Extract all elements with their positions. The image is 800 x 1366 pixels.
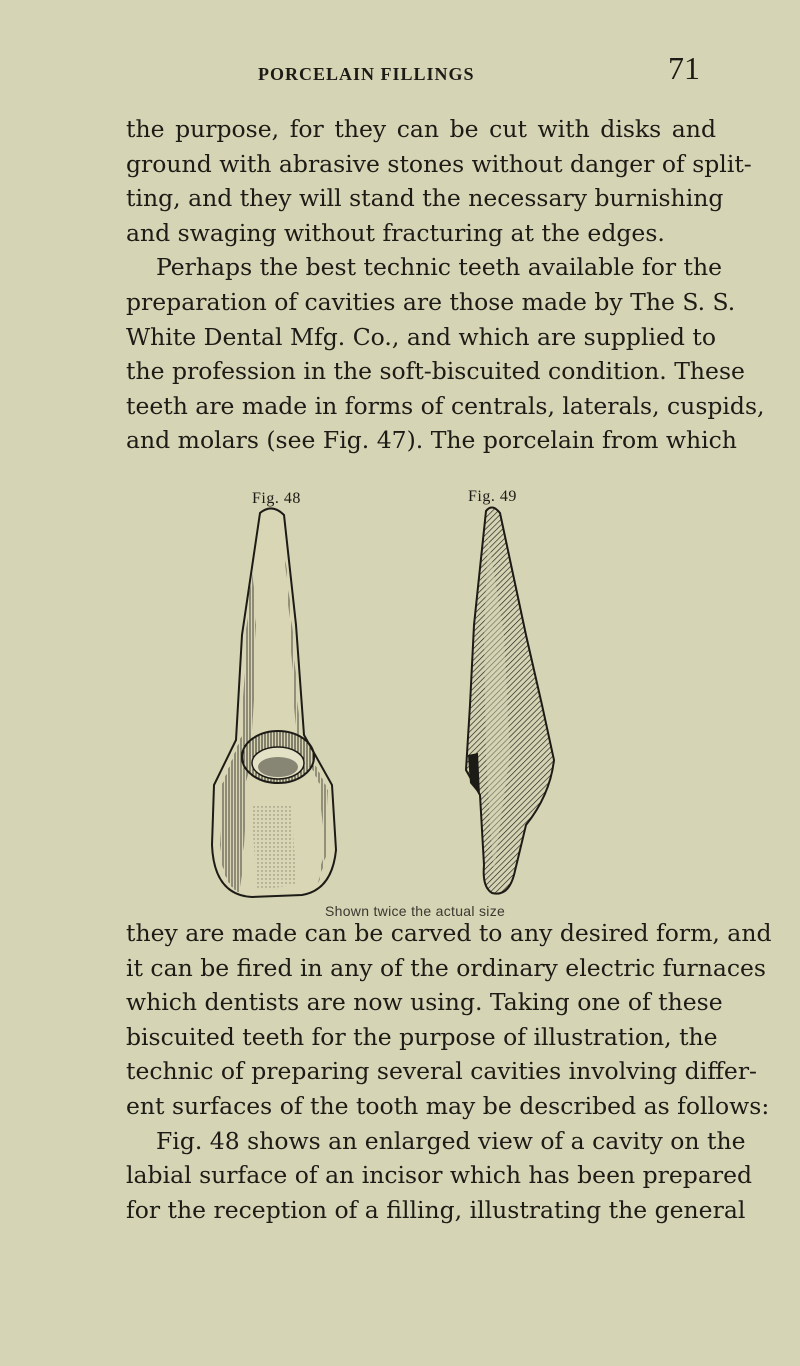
text-line: technic of preparing several cavities involving differ- [126, 1057, 757, 1086]
text-line: ground with abrasive stones without danger of split- [126, 149, 752, 178]
text-line: the purpose, for they can be cut with disks and [126, 115, 716, 143]
text-line: ting, and they will stand the necessary burnishing [126, 184, 724, 213]
fig-48-tooth-illustration [192, 505, 362, 900]
text-line: ent surfaces of the tooth may be described as follows: [126, 1091, 770, 1120]
text-line: labial surface of an incisor which has been prepared [126, 1161, 753, 1190]
text-line: Perhaps the best technic teeth available for the [156, 253, 723, 282]
fig-49-tooth-illustration [430, 505, 580, 900]
tooth-outline [466, 507, 554, 893]
page-number: 71 [668, 50, 700, 86]
text-line: it can be fired in any of the ordinary electric furnaces [126, 953, 766, 982]
text-line: White Dental Mfg. Co., and which are supplied to [126, 322, 716, 351]
cavity-notch [468, 753, 480, 795]
fig-48-label: Fig. 48 [252, 490, 301, 507]
paragraph-1 [126, 112, 765, 458]
fig-49-label: Fig. 49 [468, 488, 517, 505]
paragraph-2 [126, 916, 772, 1227]
text-line: which dentists are now using. Taking one of these [126, 988, 723, 1017]
crown-stipple [252, 805, 296, 890]
text-line: Fig. 48 shows an enlarged view of a cavity on the [156, 1126, 746, 1155]
running-title: PORCELAIN FILLINGS [258, 64, 475, 84]
text-line: they are made can be carved to any desired form, and [126, 919, 772, 947]
text-line: biscuited teeth for the purpose of illustration, the [126, 1022, 718, 1051]
text-line: and swaging without fracturing at the edges. [126, 218, 665, 247]
page-header [0, 50, 800, 94]
text-line: and molars (see Fig. 47). The porcelain from which [126, 426, 737, 455]
text-line: preparation of cavities are those made by The S. S. [126, 287, 736, 316]
cavity-shadow [258, 757, 298, 777]
text-line: for the reception of a filling, illustrating the general [126, 1195, 746, 1224]
text-line: the profession in the soft-biscuited condition. These [126, 357, 745, 386]
text-line: teeth are made in forms of centrals, laterals, cuspids, [126, 391, 765, 420]
figure-caption: Shown twice the actual size [325, 903, 506, 919]
